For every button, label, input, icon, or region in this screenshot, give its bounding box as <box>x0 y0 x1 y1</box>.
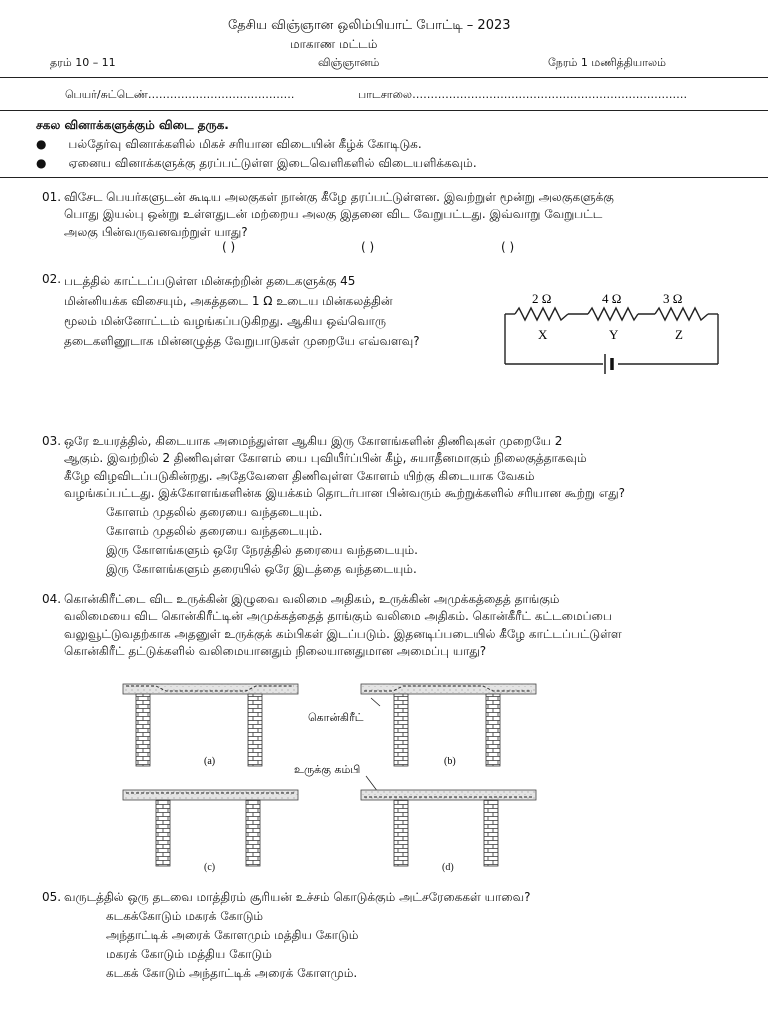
option[interactable]: கோளம் முதலில் தரையை வந்தடையும். <box>106 505 323 519</box>
option[interactable]: அந்தாட்டிக் அரைக் கோளமும் மத்திய கோடும் <box>106 928 359 942</box>
resistor-y <box>588 308 638 320</box>
school-field[interactable]: பாடசாலை………………………………………………………………… <box>358 88 688 101</box>
panel-label: (a) <box>204 756 216 767</box>
resistor-label: Y <box>609 327 619 342</box>
question-line: கீழே விழவிடப்படுகின்றது. அதேவேளை திணிவுள்ள கோளம் யிற்கு கிடையாக வேகம் <box>64 468 535 483</box>
instruction-item: ● ஏனைய வினாக்களுக்கு தரப்பட்டுள்ள இடைவெளிகளில் விடையளிக்கவும். <box>36 156 477 170</box>
resistor-label: Z <box>675 327 683 342</box>
exam-level: மாகாண மட்டம் <box>290 37 378 51</box>
slab-panel-d <box>361 790 536 866</box>
concrete-slab-figure <box>118 676 558 876</box>
question-line: வலுவூட்டுவதற்காக அதனுள் உருக்குக் கம்பிகள் இடப்படும். இதனடிப்படையில் கீழே காட்டப்பட்டுள்ள <box>64 626 622 641</box>
instructions-heading: சகல வினாக்களுக்கும் விடை தருக. <box>36 118 229 132</box>
question-2 <box>42 271 482 351</box>
question-number: 05. <box>42 890 62 904</box>
resistor-x <box>515 308 568 320</box>
question-line: ஒரே உயரத்தில், கிடையாக அமைந்துள்ள ஆகிய இரு கோளங்களின் திணிவுகள் முறையே 2 <box>64 434 563 448</box>
question-number: 04. <box>42 592 62 606</box>
subject-label: விஞ்ஞானம் <box>318 56 380 69</box>
resistor-value: 2 Ω <box>532 291 552 306</box>
question-line: மூலம் மின்னோட்டம் வழங்கப்படுகிறது. ஆகிய ஒவ்வொரு <box>64 314 386 328</box>
panel-label: (c) <box>204 862 216 873</box>
question-3 <box>42 433 734 503</box>
question-line: கொன்கிரீட் தட்டுக்களில் வலிமையானதும் நிலையானதுமான அமைப்பு யாது? <box>64 644 487 659</box>
slab-panel-b <box>361 684 536 766</box>
answer-blank[interactable]: ( ) <box>222 240 236 254</box>
instructions-rule <box>0 177 768 178</box>
name-field[interactable]: பெயர்/சுட்டெண்…………………………………. <box>65 88 295 101</box>
option[interactable]: மகரக் கோடும் மத்திய கோடும் <box>106 947 272 961</box>
question-line: வருடத்தில் ஒரு தடவை மாத்திரம் சூரியன் உச்சம் கொடுக்கும் அட்சரேகைகள் யாவை? <box>64 890 531 904</box>
instruction-item: ● பல்தேர்வு வினாக்களில் மிகச் சரியான விடையின் கீழ்க் கோடிடுக. <box>36 137 422 151</box>
question-4 <box>42 591 734 661</box>
answer-blank[interactable]: ( ) <box>501 240 515 254</box>
battery-icon <box>605 354 612 374</box>
question-5 <box>42 889 734 906</box>
question-line: ஆகும். இவற்றில் 2 திணிவுள்ள கோளம் யை புவியீர்ப்பின் கீழ், சுயாதீனமாகும் நிலைகுத்தாகவும் <box>64 451 587 466</box>
question-1 <box>42 189 734 241</box>
panel-label: (b) <box>444 756 456 767</box>
bullet-icon: ● <box>36 156 47 170</box>
circuit-diagram <box>500 284 730 384</box>
answer-blank[interactable]: ( ) <box>361 240 375 254</box>
question-number: 01. <box>42 190 62 204</box>
slab-panel-a <box>123 684 298 766</box>
slab-panel-c <box>123 790 298 866</box>
question-number: 02. <box>42 272 62 286</box>
resistor-value: 4 Ω <box>602 291 622 306</box>
question-line: வழங்கப்பட்டது. இக்கோளங்களின்க இயக்கம் தொடர்பான பின்வரும் கூற்றுக்களில் சரியான கூற்று எது? <box>64 486 625 501</box>
question-line: படத்தில் காட்டப்படுள்ள மின்சுற்றின் தடைகளுக்கு 45 <box>64 274 356 288</box>
option[interactable]: கடகக் கோடும் அந்தாட்டிக் அரைக் கோளமும். <box>106 966 358 980</box>
question-line: தடைகளினூடாக மின்னழுத்த வேறுபாடுகள் முறையே எவ்வளவு? <box>64 334 420 348</box>
panel-label: (d) <box>442 862 454 873</box>
header-rule-top <box>0 77 768 78</box>
bullet-icon: ● <box>36 137 47 151</box>
resistor-value: 3 Ω <box>663 291 683 306</box>
question-line: மின்னியக்க விசையும், அகத்தடை 1 Ω உடைய மின்கலத்தின் <box>64 294 393 308</box>
question-line: பொது இயல்பு ஒன்று உள்ளதுடன் மற்றைய அலகு இதனை விட வேறுபட்டது. இவ்வாறு வேறுபட்ட <box>64 207 603 222</box>
header-rule-bottom <box>0 110 768 111</box>
question-line: அலகு பின்வருவனவற்றுள் யாது? <box>64 224 248 239</box>
grade-label: தரம் 10 – 11 <box>50 56 116 69</box>
resistor-label: X <box>538 327 548 342</box>
option[interactable]: கடகக்கோடும் மகரக் கோடும் <box>106 909 264 923</box>
steel-wire-label: உருக்கு கம்பி <box>294 763 361 776</box>
question-line: வலிமையை விட கொன்கிரீட்டின் அமுக்கத்தைத் தாங்கும் வலிமை அதிகம். கொன்கீரீட் கட்டமைப்பை <box>64 609 612 624</box>
exam-title: தேசிய விஞ்ஞான ஒலிம்பியாட் போட்டி – 2023 <box>228 18 511 33</box>
question-line: விசேட பெயர்களுடன் கூடிய அலகுகள் நான்கு கீழே தரப்பட்டுள்ளன. இவற்றுள் மூன்று அலகுகளுக்கு <box>64 190 614 204</box>
option[interactable]: இரு கோளங்களும் தரையில் ஒரே இடத்தை வந்தடையும். <box>106 562 417 576</box>
option[interactable]: இரு கோளங்களும் ஒரே நேரத்தில் தரையை வந்தடையும். <box>106 543 418 557</box>
option[interactable]: கோளம் முதலில் தரையை வந்தடையும். <box>106 524 323 538</box>
concrete-label: கொன்கிரீட் <box>308 711 364 724</box>
time-label: நேரம் 1 மணித்தியாலம் <box>548 56 666 69</box>
question-line: கொன்கிரீட்டை விட உருக்கின் இழுவை வலிமை அதிகம், உருக்கின் அமுக்கத்தைத் தாங்கும் <box>64 592 560 606</box>
question-number: 03. <box>42 434 62 448</box>
resistor-z <box>655 308 708 320</box>
